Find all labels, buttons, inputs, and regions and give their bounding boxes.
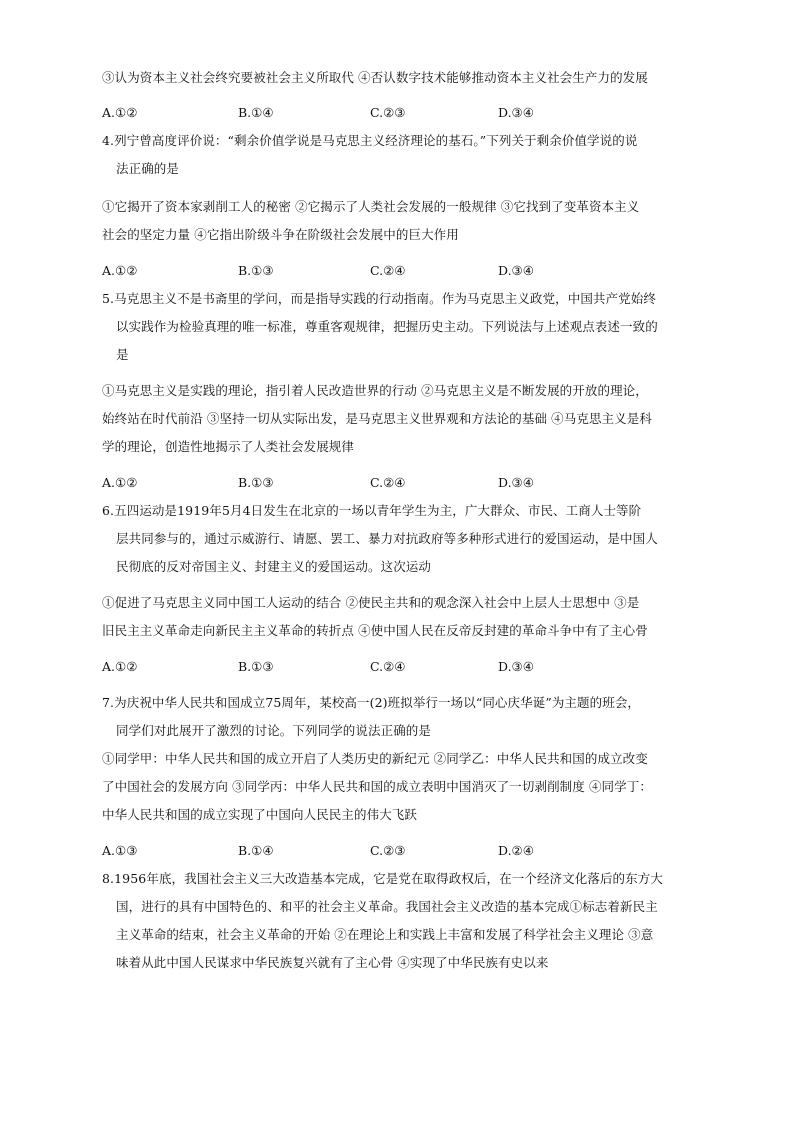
q8-stem-line: 8.1956年底，我国社会主义三大改造基本完成，它是党在取得政权后，在一个经济文化落后的东方大 (102, 871, 663, 886)
q5-option-d[interactable]: D.③④ (498, 475, 534, 490)
q7-stem-line: 同学们对此展开了激烈的讨论。下列同学的说法正确的是 (116, 723, 432, 738)
q6-option-d[interactable]: D.③④ (498, 659, 534, 674)
q4-stem-line: 法正确的是 (116, 161, 180, 176)
q7-statement-line: ①同学甲：中华人民共和国的成立开启了人类历史的新纪元 ②同学乙：中华人民共和国的成立改变 (102, 751, 648, 766)
q5-statement-line: 始终站在时代前沿 ③坚持一切从实际出发，是马克思主义世界观和方法论的基础 ④马克思主义是科 (102, 411, 652, 426)
q8-stem-line: 味着从此中国人民谋求中华民族复兴就有了主心骨 ④实现了中华民族有史以来 (116, 955, 549, 970)
q3-option-a[interactable]: A.①② (102, 105, 138, 120)
q6-stem-line: 民彻底的反对帝国主义、封建主义的爱国运动。这次运动 (116, 559, 432, 574)
q5-stem-line: 5.马克思主义不是书斋里的学问，而是指导实践的行动指南。作为马克思主义政党，中国共产党始终 (102, 291, 656, 306)
q7-option-a[interactable]: A.①③ (102, 843, 138, 858)
q5-stem-line: 以实践作为检验真理的唯一标准，尊重客观规律，把握历史主动。下列说法与上述观点表述一致的 (116, 319, 658, 334)
q3-option-c[interactable]: C.②③ (370, 105, 406, 120)
q6-stem-line: 6.五四运动是1919年5月4日发生在北京的一场以青年学生为主，广大群众、市民、工商人士等阶 (102, 503, 642, 518)
q7-option-c[interactable]: C.②③ (370, 843, 406, 858)
q3-option-b[interactable]: B.①④ (238, 105, 274, 120)
q7-stem-line: 7.为庆祝中华人民共和国成立75周年，某校高一(2)班拟举行一场以“同心庆华诞”为主题的班会， (102, 695, 641, 710)
q4-option-c[interactable]: C.②④ (370, 263, 406, 278)
q6-option-c[interactable]: C.②④ (370, 659, 406, 674)
q5-stem-line: 是 (116, 347, 129, 362)
q6-option-a[interactable]: A.①② (102, 659, 138, 674)
q4-option-a[interactable]: A.①② (102, 263, 138, 278)
q8-stem-line: 主义革命的结束，社会主义革命的开始 ②在理论上和实践上丰富和发展了科学社会主义理论 ③意 (116, 927, 654, 942)
q5-option-b[interactable]: B.①③ (238, 475, 274, 490)
q4-statement-line: 社会的坚定力量 ④它指出阶级斗争在阶级社会发展中的巨大作用 (102, 227, 459, 242)
q5-option-c[interactable]: C.②④ (370, 475, 406, 490)
q6-stem-line: 层共同参与的，通过示威游行、请愿、罢工、暴力对抗政府等多种形式进行的爱国运动，是中国人 (116, 531, 658, 546)
q7-option-b[interactable]: B.①④ (238, 843, 274, 858)
q7-statement-line: 了中国社会的发展方向 ③同学丙：中华人民共和国的成立表明中国消灭了一切剥削制度 ④同学丁： (102, 779, 652, 794)
q5-option-a[interactable]: A.①② (102, 475, 138, 490)
q4-option-d[interactable]: D.③④ (498, 263, 534, 278)
q8-stem-line: 国，进行的具有中国特色的、和平的社会主义革命。我国社会主义改造的基本完成①标志着新民主 (116, 899, 658, 914)
q6-option-b[interactable]: B.①③ (238, 659, 274, 674)
q5-statement-line: ①马克思主义是实践的理论，指引着人民改造世界的行动 ②马克思主义是不断发展的开放的理论， (102, 383, 648, 398)
q3-statement-line: ③认为资本主义社会终究要被社会主义所取代 ④否认数字技术能够推动资本主义社会生产力的发展 (102, 70, 648, 85)
q4-stem-line: 4.列宁曾高度评价说：“剩余价值学说是马克思主义经济理论的基石。”下列关于剩余价值学说的说 (102, 133, 638, 148)
q7-statement-line: 中华人民共和国的成立实现了中国向人民民主的伟大飞跃 (102, 807, 418, 822)
q4-option-b[interactable]: B.①③ (238, 263, 274, 278)
q4-statement-line: ①它揭开了资本家剥削工人的秘密 ②它揭示了人类社会发展的一般规律 ③它找到了变革资本主义 (102, 199, 640, 214)
q7-option-d[interactable]: D.②④ (498, 843, 534, 858)
q6-statement-line: ①促进了马克思主义同中国工人运动的结合 ②使民主共和的观念深入社会中上层人士思想中 ③是 (102, 595, 640, 610)
q6-statement-line: 旧民主主义革命走向新民主主义革命的转折点 ④使中国人民在反帝反封建的革命斗争中有了主心骨 (102, 623, 648, 638)
q3-option-d[interactable]: D.③④ (498, 105, 534, 120)
q5-statement-line: 学的理论，创造性地揭示了人类社会发展规律 (102, 439, 355, 454)
